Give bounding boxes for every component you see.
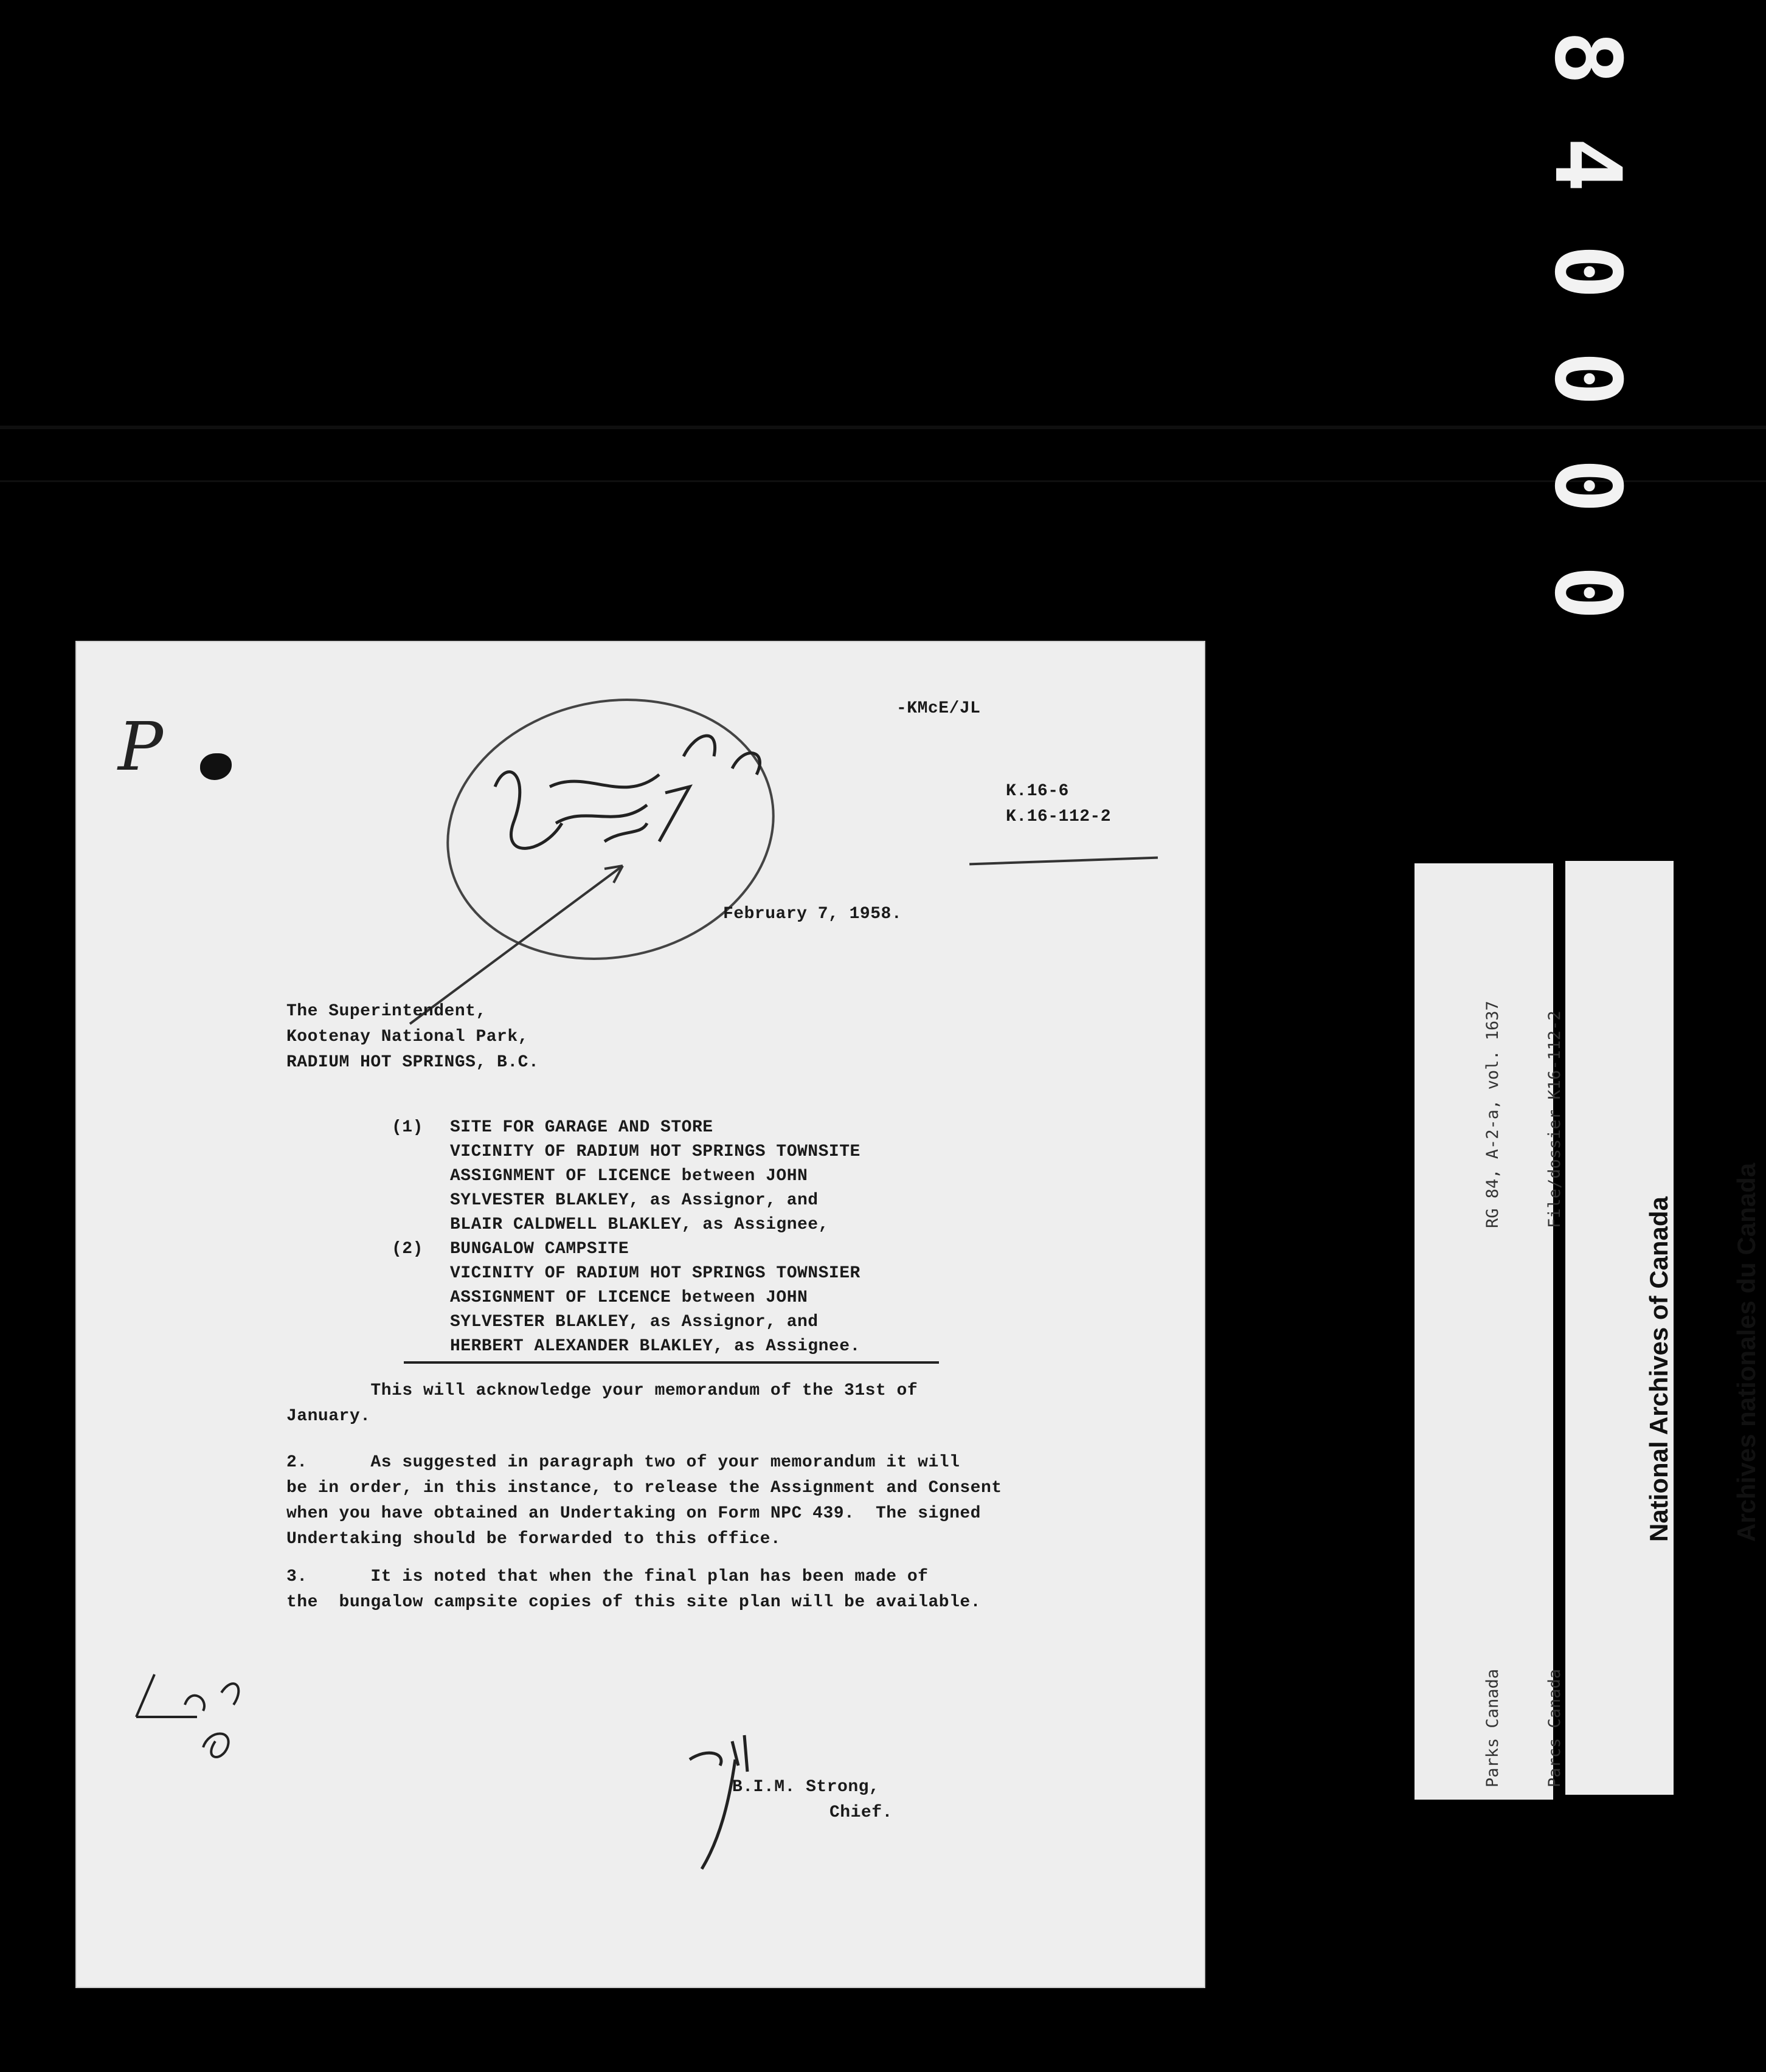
archive-institution-label (1565, 861, 1761, 1795)
addressee-line: Kootenay National Park, (286, 1027, 528, 1046)
archive-creator-line: Parks Canada (1483, 1668, 1502, 1787)
archive-creator-line: Parcs Canada (1545, 1668, 1564, 1787)
handwritten-p-mark: P (118, 708, 164, 786)
subject-line: SITE FOR GARAGE AND STORE (450, 1118, 713, 1137)
archive-institution-line: National Archives of Canada (1644, 1197, 1673, 1542)
signatory-title: Chief. (829, 1803, 893, 1822)
subject-line: HERBERT ALEXANDER BLAKLEY, as Assignee. (450, 1337, 860, 1356)
subject-line: SYLVESTER BLAKLEY, as Assignor, and (450, 1313, 819, 1331)
signatory-name: B.I.M. Strong, (732, 1778, 880, 1797)
frame-number-digit: 0 (1534, 458, 1640, 514)
file-reference-1: K.16-6 (1006, 782, 1069, 801)
signature (677, 1723, 799, 1881)
subject-line: BUNGALOW CAMPSITE (450, 1240, 629, 1259)
subject-line: VICINITY OF RADIUM HOT SPRINGS TOWNSIER (450, 1264, 860, 1283)
frame-number (1532, 0, 1642, 621)
paragraph-line: This will acknowledge your memorandum of the 31st of (286, 1381, 918, 1400)
reference-code: -KMcE/JL (896, 699, 981, 718)
addressee-line: RADIUM HOT SPRINGS, B.C. (286, 1053, 539, 1072)
paragraph-line: 3. It is noted that when the final plan has been made of (286, 1567, 929, 1586)
subject-2-number: (2) (392, 1240, 423, 1259)
handwritten-circle-annotation (404, 683, 793, 1000)
subject-line: BLAIR CALDWELL BLAKLEY, as Assignee, (450, 1215, 829, 1234)
ink-blot (200, 753, 232, 780)
frame-number-digit: 8 (1534, 30, 1640, 86)
paragraph-line: when you have obtained an Undertaking on Form NPC 439. The signed (286, 1504, 981, 1523)
subject-line: SYLVESTER BLAKLEY, as Assignor, and (450, 1191, 819, 1210)
archive-institution (1586, 1163, 1766, 1542)
paragraph-line: the bungalow campsite copies of this site plan will be available. (286, 1593, 981, 1612)
addressee-line: The Superintendent, (286, 1002, 487, 1021)
reference-underline (969, 857, 1158, 866)
paragraph-line: January. (286, 1407, 371, 1426)
frame-number-digit: 0 (1534, 244, 1640, 300)
subject-line: ASSIGNMENT OF LICENCE between JOHN (450, 1167, 808, 1186)
archive-reference-line: File/dossier K16-112-2 (1545, 1010, 1564, 1228)
frame-number-digit: 4 (1534, 137, 1640, 193)
subject-underline (404, 1361, 939, 1364)
subject-line: ASSIGNMENT OF LICENCE between JOHN (450, 1288, 808, 1307)
file-reference-2: K.16-112-2 (1006, 807, 1112, 826)
film-scratch-line (0, 426, 1766, 429)
frame-number-digit: 0 (1534, 351, 1640, 407)
archive-institution-line: Archives nationales du Canada (1732, 1162, 1761, 1542)
frame-number-digit: 0 (1534, 565, 1640, 621)
film-scratch-line (0, 480, 1766, 482)
archive-reference-label (1415, 863, 1564, 1800)
subject-1-number: (1) (392, 1118, 423, 1137)
subject-line: VICINITY OF RADIUM HOT SPRINGS TOWNSITE (450, 1142, 860, 1161)
paragraph-line: be in order, in this instance, to release the Assignment and Consent (286, 1479, 1002, 1497)
memo-date: February 7, 1958. (723, 905, 902, 924)
handwritten-initials-annotation (112, 1650, 270, 1772)
paragraph-line: Undertaking should be forwarded to this office. (286, 1530, 781, 1549)
memo-page (75, 641, 1205, 1988)
archive-reference-line: RG 84, A-2-a, vol. 1637 (1483, 1001, 1502, 1228)
paragraph-line: 2. As suggested in paragraph two of your memorandum it will (286, 1453, 960, 1472)
